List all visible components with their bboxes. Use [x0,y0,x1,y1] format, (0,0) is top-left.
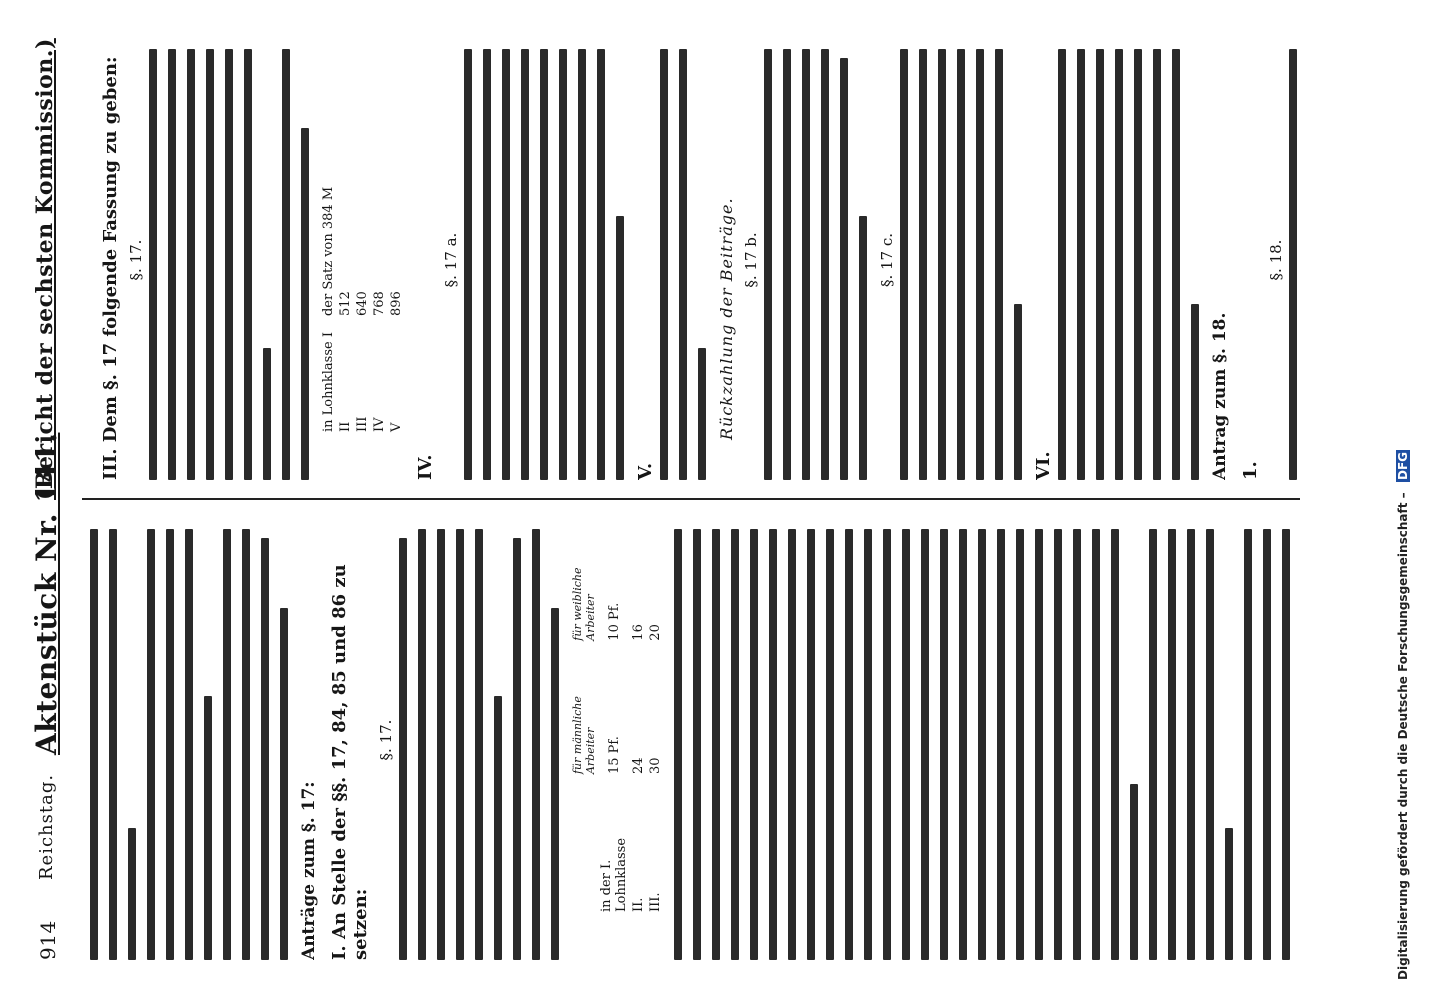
table1-col-male: für männliche Arbeiter [571,696,597,775]
table-row: IV 768 [372,291,387,432]
right-column [90,40,1300,480]
page-header [26,0,70,1000]
section-VI: VI. [1033,451,1054,480]
paragraph-17a-heading: §. 17 a. [442,232,460,288]
watermark-text: Digitalisierung gefördert durch die Deutsche Forschungsgemeinschaft – [1396,492,1410,980]
section-V: V. [635,462,656,480]
document-number: Aktenstück Nr. 141. [30,432,63,755]
table-row: III. 30 20 [648,624,663,912]
paragraph-17-heading: §. 17. [127,239,145,281]
digitization-watermark [1396,20,1416,980]
table-row: in Lohnklasse I der Satz von 384 M [321,186,336,432]
text-block-5 [1244,520,1300,960]
section-III: III. Dem §. 17 folgende Fassung zu geben: [100,56,121,480]
text-block-11 [1058,40,1199,480]
text-block-1 [90,520,288,960]
text-block-4 [1149,520,1233,960]
table1-col-female: für weibliche Arbeiter [571,567,597,641]
table-row: V 896 [389,291,404,432]
table-row: II. 24 16 [631,624,646,912]
text-block-9 [764,40,867,480]
rueckzahlung-heading: Rückzahlung der Beiträge. [717,197,736,440]
document-subtitle: (Bericht der sechsten Kommission.) [32,38,58,500]
left-column [90,520,1300,960]
dfg-logo: DFG [1396,452,1410,481]
table-row: II 512 [338,291,353,432]
contribution-table [570,520,664,920]
text-block-12 [1289,40,1300,480]
text-block-7 [464,40,624,480]
antraege-heading: Anträge zum §. 17: [299,781,319,960]
paragraph-17-heading: §. 17. [377,719,395,761]
section-IV: IV. [415,454,436,480]
paragraph-17b-heading: §. 17 b. [742,232,760,288]
section-1: 1. [1240,461,1261,480]
antrag-18-heading: Antrag zum §. 18. [1210,312,1230,480]
paragraph-18-heading: §. 18. [1267,239,1285,281]
column-divider [82,498,1300,500]
wage-class-table [320,179,405,440]
text-block-10 [900,40,1022,480]
text-block-2 [399,520,559,960]
text-block-6 [149,40,309,480]
section-I: I. An Stelle der §§. 17, 84, 85 und 86 zu setzen: [329,564,371,960]
text-block-8 [660,40,706,480]
paragraph-17c-heading: §. 17 c. [878,232,896,288]
publication-name: Reichstag. [36,773,57,880]
table-row: in der I. Lohnklasse 15 Pf. 10 Pf. [599,602,629,912]
page-number: 914 [36,920,60,960]
table-row: III 640 [355,291,370,432]
text-block-3 [674,520,1138,960]
